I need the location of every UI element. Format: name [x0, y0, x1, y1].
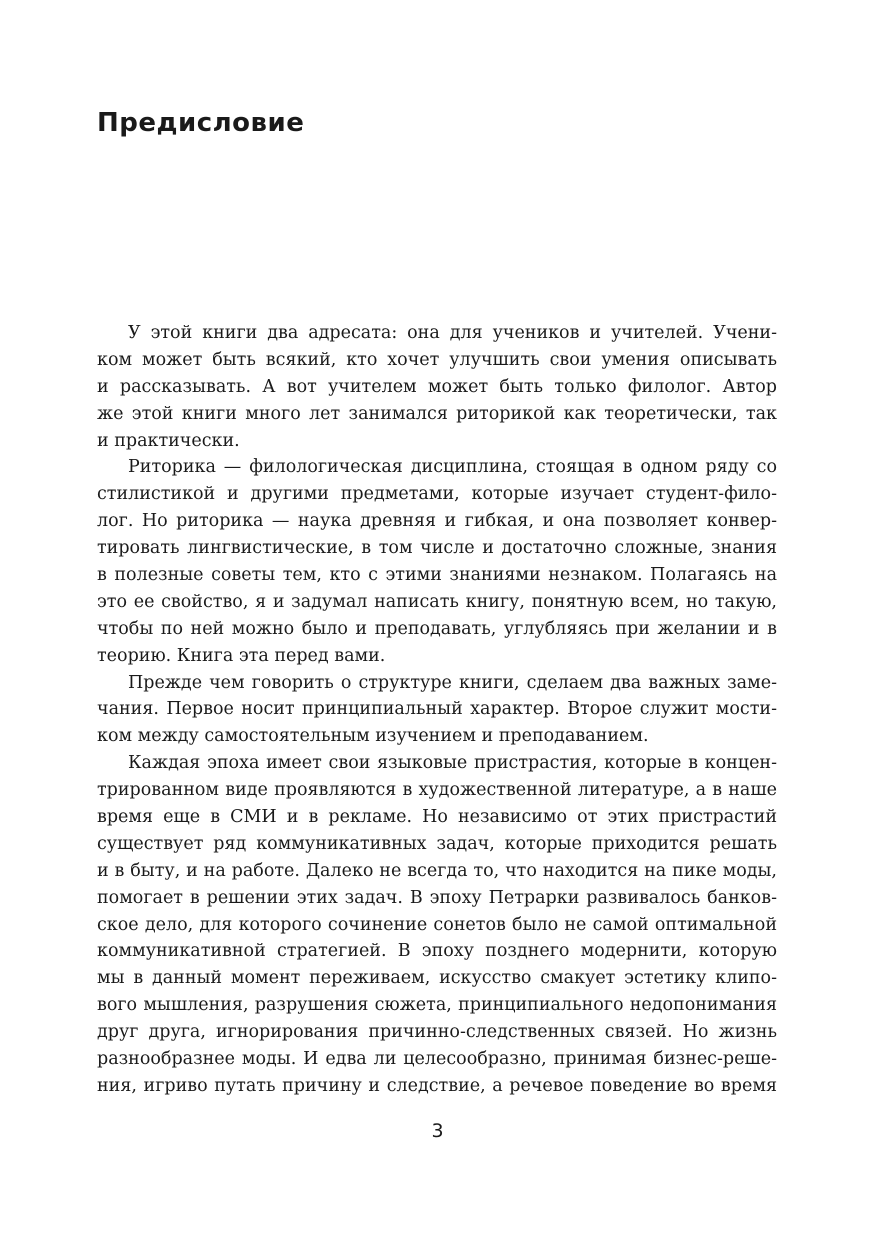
text-line: друг друга, игнорирования причинно-следственных связей. Но жизнь	[97, 1022, 777, 1043]
text-line: же этой книги много лет занимался риторикой как теоретически, так	[97, 403, 777, 424]
text-line: вого мышления, разрушения сюжета, принципиального недопонимания	[97, 995, 777, 1016]
chapter-title: Предисловие	[97, 108, 305, 138]
text-line: чтобы по ней можно было и преподавать, углубляясь при желании и в	[97, 618, 777, 639]
text-line: разнообразнее моды. И едва ли целесообразно, принимая бизнес-реше-	[97, 1049, 777, 1070]
text-line: ком между самостоятельным изучением и преподаванием.	[97, 726, 649, 747]
text-line: тировать лингвистические, в том числе и достаточно сложные, знания	[97, 538, 777, 559]
page-number: 3	[431, 1120, 444, 1142]
text-line: Прежде чем говорить о структуре книги, сделаем два важных заме-	[128, 672, 777, 693]
text-line: У этой книги два адресата: она для учеников и учителей. Учени-	[128, 323, 777, 343]
text-line: и рассказывать. А вот учителем может быть только филолог. Автор	[97, 376, 777, 397]
text-line: стилистикой и другими предметами, которые изучает студент-фило-	[97, 484, 777, 505]
body-text	[97, 320, 777, 1100]
text-line: Каждая эпоха имеет свои языковые пристрастия, которые в концен-	[128, 753, 777, 774]
text-line: ское дело, для которого сочинение сонетов было не самой оптимальной	[97, 914, 777, 935]
text-line: и практически.	[97, 430, 240, 451]
text-line: это ее свойство, я и задумал написать книгу, понятную всем, но такую,	[97, 591, 777, 612]
text-line: существует ряд коммуникативных задач, которые приходится решать	[97, 833, 777, 854]
text-line: лог. Но риторика — наука древняя и гибкая, и она позволяет конвер-	[97, 511, 777, 532]
text-line: теорию. Книга эта перед вами.	[97, 645, 386, 666]
text-line: трированном виде проявляются в художественной литературе, а в наше	[97, 780, 777, 801]
text-line: мы в данный момент переживаем, искусство смакует эстетику клипо-	[97, 968, 777, 989]
text-line: Риторика — филологическая дисциплина, стоящая в одном ряду со	[128, 457, 777, 478]
text-line: и в быту, и на работе. Далеко не всегда то, что находится на пике моды,	[97, 860, 777, 881]
text-line: ния, игриво путать причину и следствие, а речевое поведение во время	[97, 1075, 777, 1096]
text-line: чания. Первое носит принципиальный характер. Второе служит мости-	[97, 699, 777, 720]
text-line: помогает в решении этих задач. В эпоху Петрарки развивалось банков-	[97, 887, 777, 908]
text-line: в полезные советы тем, кто с этими знаниями незнаком. Полагаясь на	[97, 565, 777, 586]
text-line: ком может быть всякий, кто хочет улучшить свои умения описывать	[97, 349, 777, 370]
text-line: время еще в СМИ и в рекламе. Но независимо от этих пристрастий	[97, 807, 777, 828]
text-line: коммуникативной стратегией. В эпоху позднего модернити, которую	[97, 941, 777, 962]
